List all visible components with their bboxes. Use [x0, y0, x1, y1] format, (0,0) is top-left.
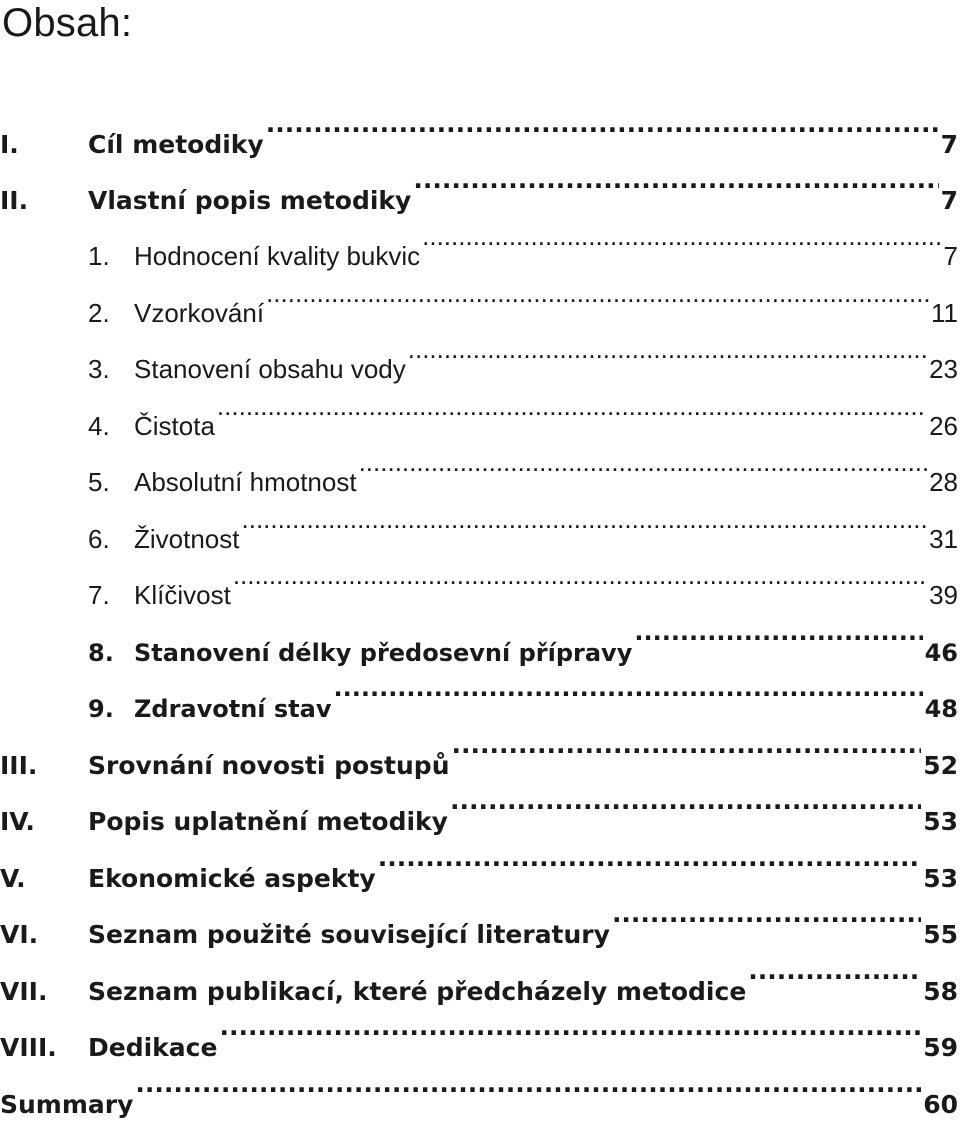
- toc-subentry-hodnoceni[interactable]: [0, 225, 958, 271]
- toc-entry-label: Vzorkování: [134, 298, 265, 328]
- toc-entry-number: 7.: [88, 580, 110, 610]
- dot-leader: [612, 903, 921, 943]
- dot-leader: [333, 677, 922, 717]
- toc-entry-label: Stanovení obsahu vody: [134, 354, 406, 384]
- toc-subentry-cistota[interactable]: [0, 395, 958, 441]
- toc-entry-page: 11: [931, 298, 958, 328]
- toc-entry-label: Životnost: [134, 524, 240, 554]
- dot-leader: [748, 960, 921, 1000]
- toc-entry-srovnani[interactable]: [0, 734, 958, 780]
- toc-entry-page: 48: [924, 695, 958, 723]
- toc-entry-number: VII.: [0, 977, 48, 1006]
- dot-leader: [408, 338, 927, 378]
- toc-entry-page: 46: [924, 639, 958, 667]
- toc-entry-label: Cíl metodiky: [88, 130, 264, 159]
- dot-leader: [378, 847, 921, 887]
- toc-subentry-obsah-vody[interactable]: [0, 338, 958, 384]
- toc-entry-number: 6.: [88, 524, 110, 554]
- toc-entry-label: Vlastní popis metodiky: [88, 186, 412, 215]
- toc-entry-label: Seznam publikací, které předcházely metodice: [88, 977, 747, 1006]
- dot-leader: [359, 451, 928, 491]
- toc-entry-page: 59: [923, 1033, 958, 1062]
- toc-entry-vlastni-popis[interactable]: [0, 169, 958, 215]
- page-title: Obsah:: [2, 1, 133, 45]
- toc-entry-label: Stanovení délky předosevní přípravy: [134, 639, 633, 667]
- toc-entry-label: Popis uplatnění metodiky: [88, 807, 448, 836]
- toc-entry-page: 23: [929, 354, 958, 384]
- toc-entry-number: V.: [0, 864, 26, 893]
- toc-entry-page: 53: [923, 864, 958, 893]
- toc-entry-literatura[interactable]: [0, 903, 958, 949]
- toc-entry-page: 28: [929, 467, 958, 497]
- dot-leader: [634, 621, 922, 661]
- toc-entry-number: 9.: [88, 695, 114, 723]
- toc-subentry-absolutni-hmotnost[interactable]: [0, 451, 958, 497]
- toc-entry-page: 7: [943, 241, 958, 271]
- toc-entry-page: 55: [923, 920, 958, 949]
- toc-entry-page: 7: [940, 186, 958, 215]
- toc-entry-label: Hodnocení kvality bukvic: [134, 241, 421, 271]
- toc-subentry-zdravotni-stav[interactable]: [0, 677, 958, 723]
- dot-leader: [266, 282, 929, 322]
- toc-entry-number: 1.: [88, 241, 110, 271]
- toc-entry-number: II.: [0, 186, 29, 215]
- toc-entry-dedikace[interactable]: [0, 1016, 958, 1062]
- toc-entry-number: VI.: [0, 920, 39, 949]
- dot-leader: [413, 169, 938, 209]
- toc-entry-page: 31: [929, 524, 958, 554]
- toc-entry-page: 7: [940, 130, 958, 159]
- toc-entry-page: 52: [923, 751, 958, 780]
- toc-entry-label: Absolutní hmotnost: [134, 467, 357, 497]
- toc-entry-label: Ekonomické aspekty: [88, 864, 376, 893]
- toc-entry-number: VIII.: [0, 1033, 57, 1062]
- toc-entry-page: 53: [923, 807, 958, 836]
- toc-entry-page: 60: [923, 1090, 958, 1119]
- toc-entry-label: Klíčivost: [134, 580, 231, 610]
- toc-entry-number: 2.: [88, 298, 110, 328]
- dot-leader: [452, 734, 922, 774]
- toc-entry-page: 26: [929, 411, 958, 441]
- toc-subentry-zivotnost[interactable]: [0, 508, 958, 554]
- dot-leader: [233, 564, 927, 604]
- dot-leader: [450, 790, 921, 830]
- toc-entry-number: 5.: [88, 467, 110, 497]
- toc-entry-label: Zdravotní stav: [134, 695, 332, 723]
- dot-leader: [266, 113, 939, 153]
- toc-entry-number: 3.: [88, 354, 110, 384]
- toc-entry-number: 8.: [88, 639, 114, 667]
- dot-leader: [242, 508, 928, 548]
- toc-entry-publikace[interactable]: [0, 960, 958, 1006]
- toc-subentry-predosevni-priprava[interactable]: [0, 621, 958, 667]
- toc-entry-number: IV.: [0, 807, 35, 836]
- toc-entry-number: I.: [0, 130, 19, 159]
- toc-entry-cil-metodiky[interactable]: [0, 113, 958, 159]
- toc-entry-uplatneni[interactable]: [0, 790, 958, 836]
- toc-entry-number: 4.: [88, 411, 110, 441]
- toc-entry-page: 58: [923, 977, 958, 1006]
- toc-subentry-vzorkovani[interactable]: [0, 282, 958, 328]
- toc-entry-label: Srovnání novosti postupů: [88, 751, 450, 780]
- toc-entry-page: 39: [929, 580, 958, 610]
- toc-entry-label: Summary: [0, 1090, 134, 1119]
- toc-entry-label: Seznam použité související literatury: [88, 920, 610, 949]
- toc-entry-number: III.: [0, 751, 38, 780]
- dot-leader: [135, 1073, 921, 1113]
- toc-entry-ekonomicke-aspekty[interactable]: [0, 847, 958, 893]
- toc-entry-summary[interactable]: [0, 1073, 958, 1119]
- dot-leader: [422, 225, 941, 265]
- toc-subentry-klicivost[interactable]: [0, 564, 958, 610]
- dot-leader: [219, 1016, 921, 1056]
- toc-entry-label: Dedikace: [88, 1033, 218, 1062]
- toc-entry-label: Čistota: [134, 411, 215, 441]
- dot-leader: [217, 395, 927, 435]
